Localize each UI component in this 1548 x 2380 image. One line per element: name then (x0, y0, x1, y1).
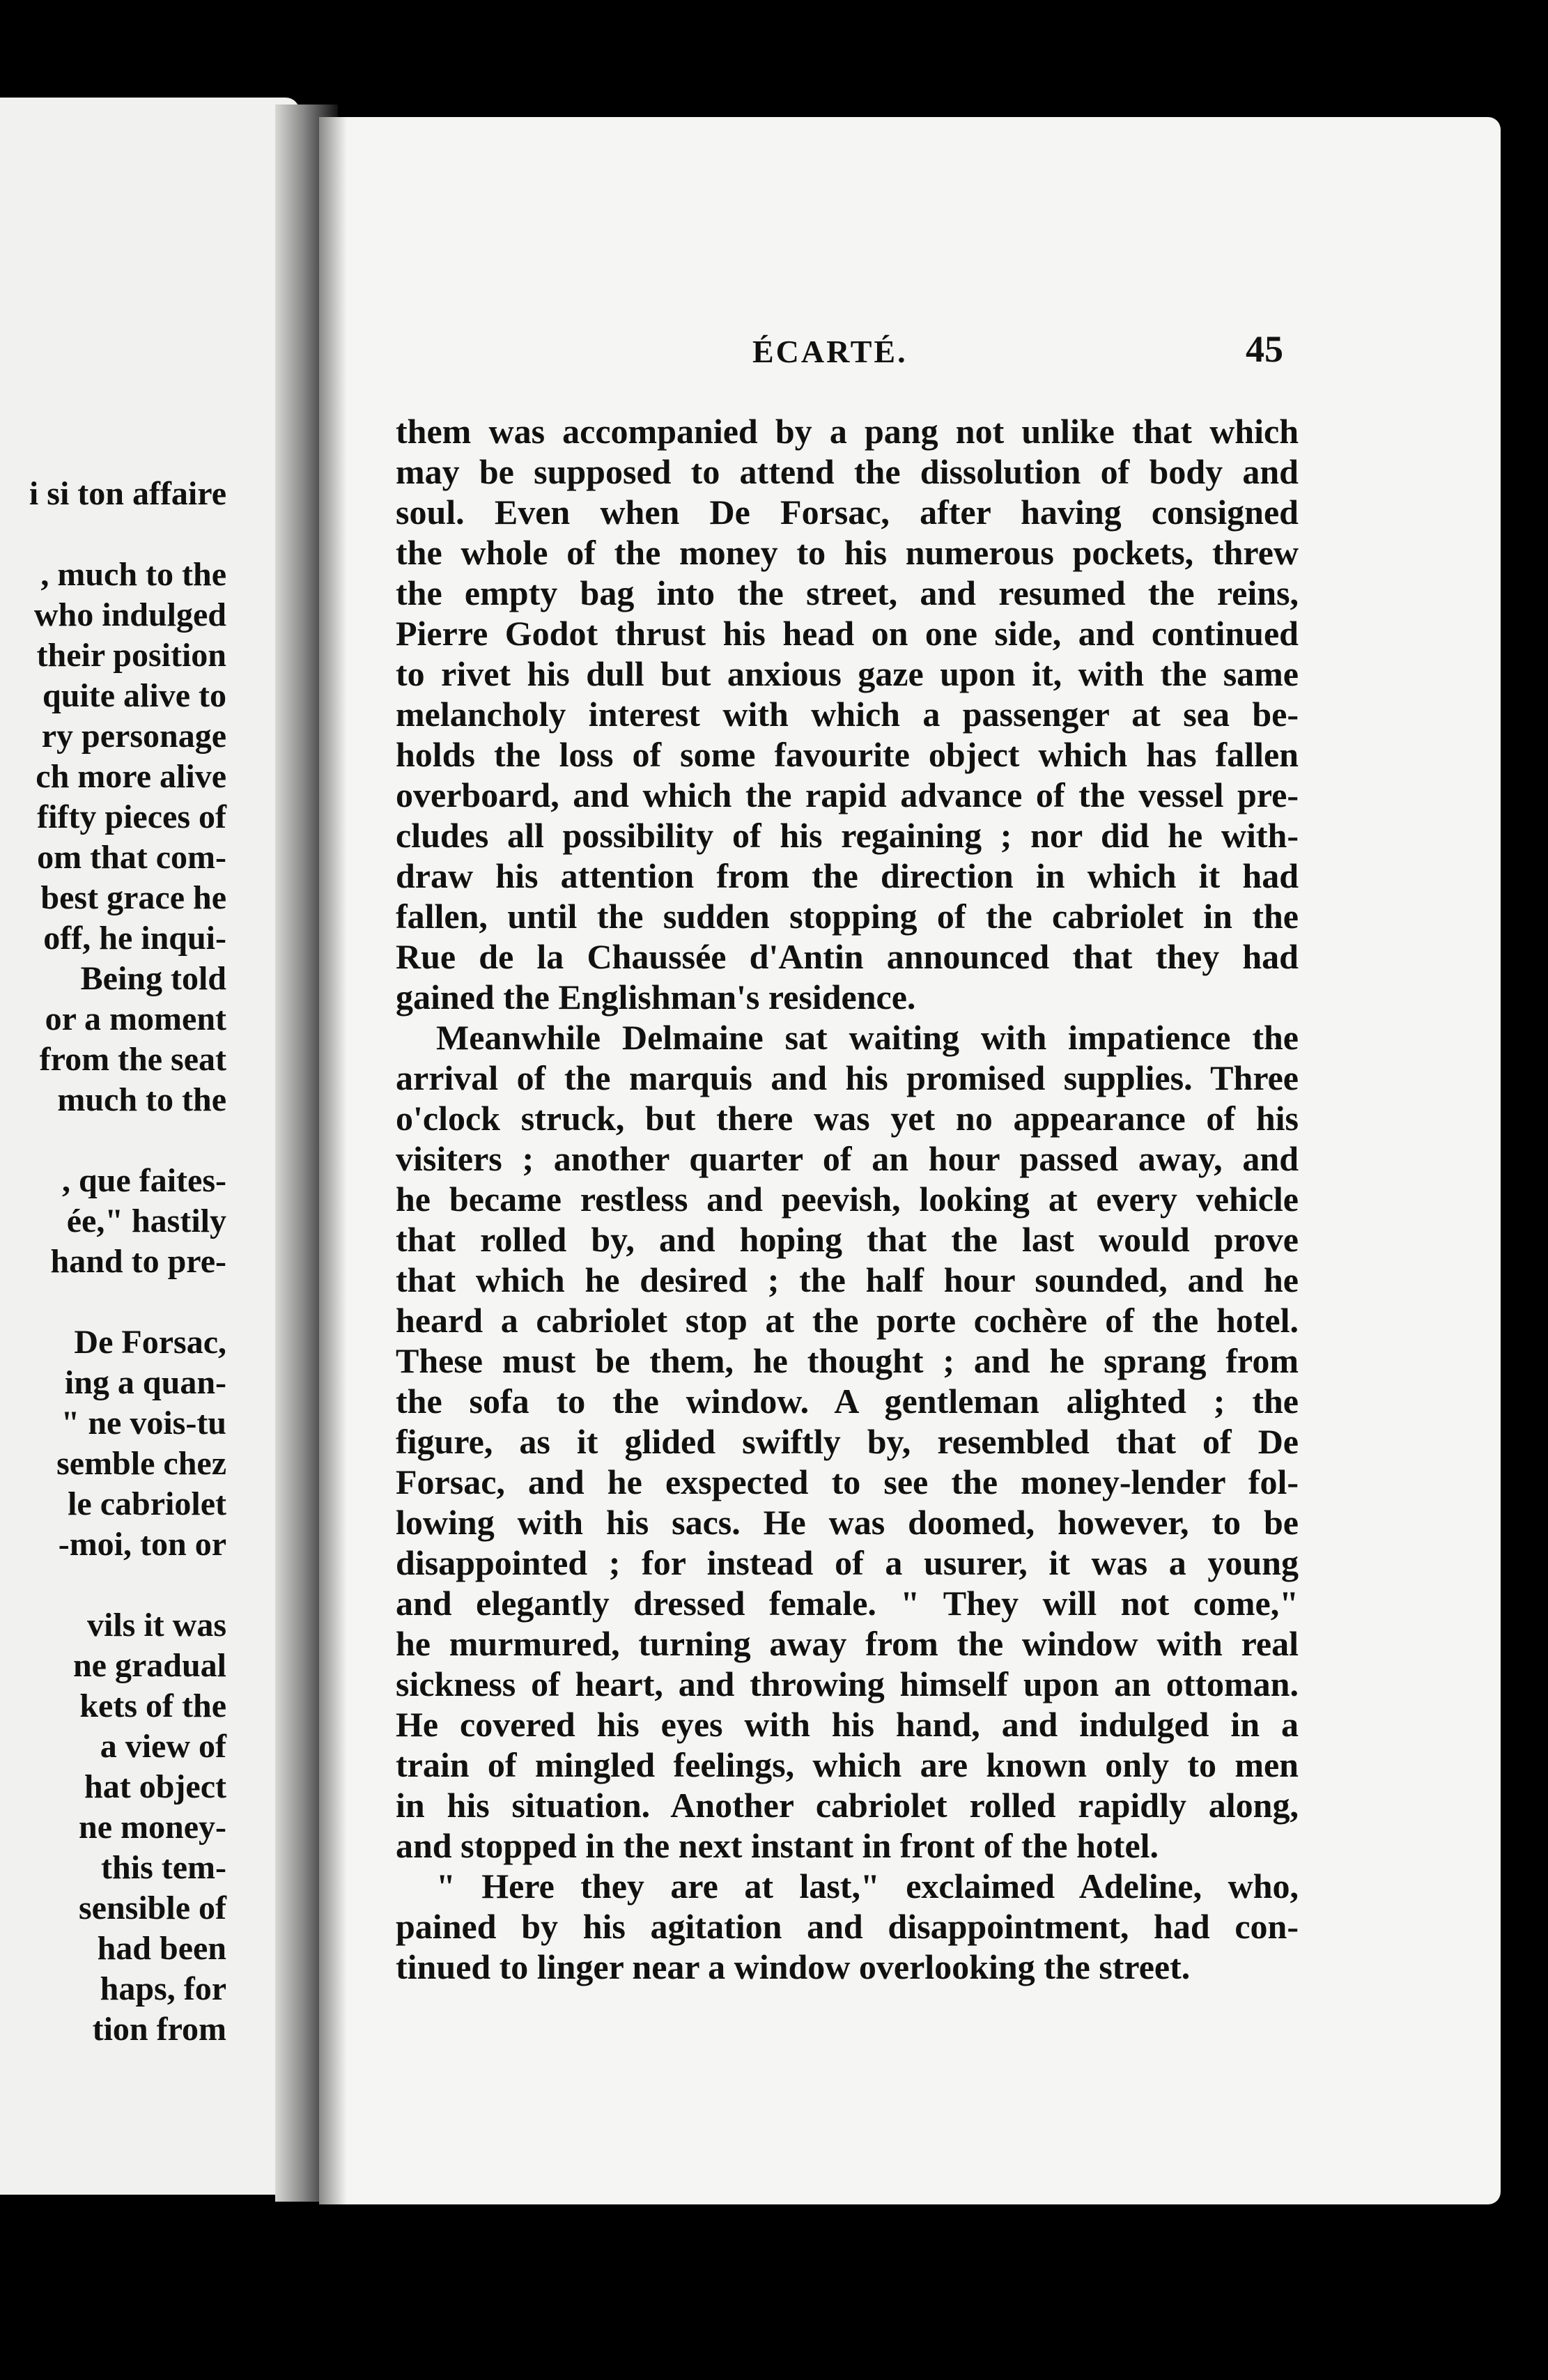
previous-page-line: De Forsac, (74, 1324, 226, 1361)
previous-page-line: their position (36, 637, 226, 674)
previous-page-line: haps, for (100, 1970, 226, 2007)
text-line: visiters ; another quarter of an hour passed away, and (396, 1139, 1299, 1178)
previous-page-line: i si ton affaire (29, 475, 226, 512)
text-line: overboard, and which the rapid advance of the vessel pre- (396, 775, 1299, 814)
previous-page-line: from the seat (39, 1041, 226, 1078)
page-number: 45 (1246, 328, 1283, 370)
previous-page-line: semble chez (56, 1445, 226, 1482)
previous-page-text (0, 474, 226, 2050)
previous-page-line: sensible of (78, 1890, 226, 1926)
previous-page-line: ée," hastily (66, 1203, 226, 1239)
page-edge-shadow (319, 117, 347, 2204)
text-line: heard a cabriolet stop at the porte cochère of the hotel. (396, 1301, 1299, 1340)
text-line: the whole of the money to his numerous pockets, threw (396, 533, 1299, 572)
previous-page-line (0, 1120, 226, 1161)
previous-page-line: this tem- (101, 1849, 226, 1886)
text-line: figure, as it glided swiftly by, resembled that of De (396, 1422, 1299, 1461)
previous-page-line: , much to the (40, 556, 226, 593)
text-line: and stopped in the next instant in front of the hotel. (396, 1826, 1159, 1865)
body-text (396, 411, 1299, 1987)
previous-page-line: had been (97, 1930, 226, 1967)
previous-page-line: ing a quan- (64, 1364, 226, 1401)
previous-page-line: off, he inqui- (43, 920, 226, 957)
text-line: that rolled by, and hoping that the last would prove (396, 1220, 1299, 1259)
text-line: arrival of the marquis and his promised supplies. Three (396, 1058, 1299, 1097)
previous-page-line: ch more alive (36, 758, 226, 795)
text-line: He covered his eyes with his hand, and indulged in a (396, 1705, 1299, 1744)
previous-page-line: or a moment (45, 1000, 226, 1037)
previous-page-line: quite alive to (42, 677, 226, 714)
previous-page-line: Being told (80, 960, 226, 997)
text-line: soul. Even when De Forsac, after having consigned (396, 493, 1299, 532)
previous-page (0, 98, 300, 2195)
text-line: to rivet his dull but anxious gaze upon it, with the same (396, 654, 1299, 693)
text-line: he murmured, turning away from the window with real (396, 1624, 1299, 1663)
previous-page-line: om that com- (37, 839, 226, 876)
text-line: sickness of heart, and throwing himself upon an ottoman. (396, 1664, 1299, 1703)
running-head: ÉCARTÉ. (752, 334, 908, 369)
previous-page-line: much to the (57, 1081, 226, 1118)
text-line: Meanwhile Delmaine sat waiting with impatience the (436, 1018, 1299, 1057)
previous-page-line (0, 1565, 226, 1605)
text-line: cludes all possibility of his regaining ; nor did he with- (396, 816, 1299, 855)
text-line: the sofa to the window. A gentleman alighted ; the (396, 1382, 1299, 1421)
previous-page-line: hat object (84, 1768, 226, 1805)
previous-page-line: best grace he (40, 879, 226, 916)
text-line: These must be them, he thought ; and he sprang from (396, 1341, 1299, 1380)
text-line: the empty bag into the street, and resumed the reins, (396, 573, 1299, 612)
previous-page-line: kets of the (79, 1687, 226, 1724)
text-line: Rue de la Chaussée d'Antin announced that they had (396, 937, 1299, 976)
text-line: lowing with his sacs. He was doomed, however, to be (396, 1503, 1299, 1542)
previous-page-line: le cabriolet (68, 1485, 226, 1522)
text-line: and elegantly dressed female. " They will not come," (396, 1584, 1299, 1623)
text-line: train of mingled feelings, which are known only to men (396, 1745, 1299, 1784)
text-line: that which he desired ; the half hour sounded, and he (396, 1260, 1299, 1299)
text-line: fallen, until the sudden stopping of the cabriolet in the (396, 897, 1299, 936)
previous-page-line (0, 514, 226, 555)
text-line: Pierre Godot thrust his head on one side, and continued (396, 614, 1299, 653)
previous-page-line: hand to pre- (50, 1243, 226, 1280)
previous-page-line: who indulged (33, 596, 226, 633)
text-line: disappointed ; for instead of a usurer, it was a young (396, 1543, 1299, 1582)
text-line: o'clock struck, but there was yet no appearance of his (396, 1099, 1299, 1138)
previous-page-line: " ne vois-tu (61, 1405, 226, 1442)
previous-page-line (0, 1282, 226, 1322)
text-line: them was accompanied by a pang not unlike that which (396, 412, 1299, 451)
text-line: pained by his agitation and disappointment, had con- (396, 1907, 1299, 1946)
previous-page-line: ne money- (79, 1809, 226, 1846)
text-line: melancholy interest with which a passenger at sea be- (396, 695, 1299, 734)
text-line: in his situation. Another cabriolet rolled rapidly along, (396, 1786, 1299, 1825)
previous-page-line: tion from (92, 2011, 226, 2048)
previous-page-line: ne gradual (72, 1647, 226, 1684)
previous-page-line: fifty pieces of (37, 798, 226, 835)
text-line: holds the loss of some favourite object which has fallen (396, 735, 1299, 774)
previous-page-line: a view of (100, 1728, 226, 1765)
text-line: Forsac, and he exspected to see the money-lender fol- (396, 1462, 1299, 1501)
previous-page-line: -moi, ton or (58, 1526, 226, 1563)
text-line: may be supposed to attend the dissolution of body and (396, 452, 1299, 491)
text-line: he became restless and peevish, looking at every vehicle (396, 1180, 1299, 1219)
previous-page-line: , que faites- (62, 1162, 226, 1199)
text-line: draw his attention from the direction in which it had (396, 856, 1299, 895)
text-line: " Here they are at last," exclaimed Adeline, who, (436, 1867, 1299, 1906)
previous-page-line: vils it was (86, 1607, 226, 1644)
text-line: tinued to linger near a window overlooking the street. (396, 1947, 1191, 1986)
text-line: gained the Englishman's residence. (396, 978, 916, 1017)
previous-page-line: ry personage (41, 718, 226, 755)
